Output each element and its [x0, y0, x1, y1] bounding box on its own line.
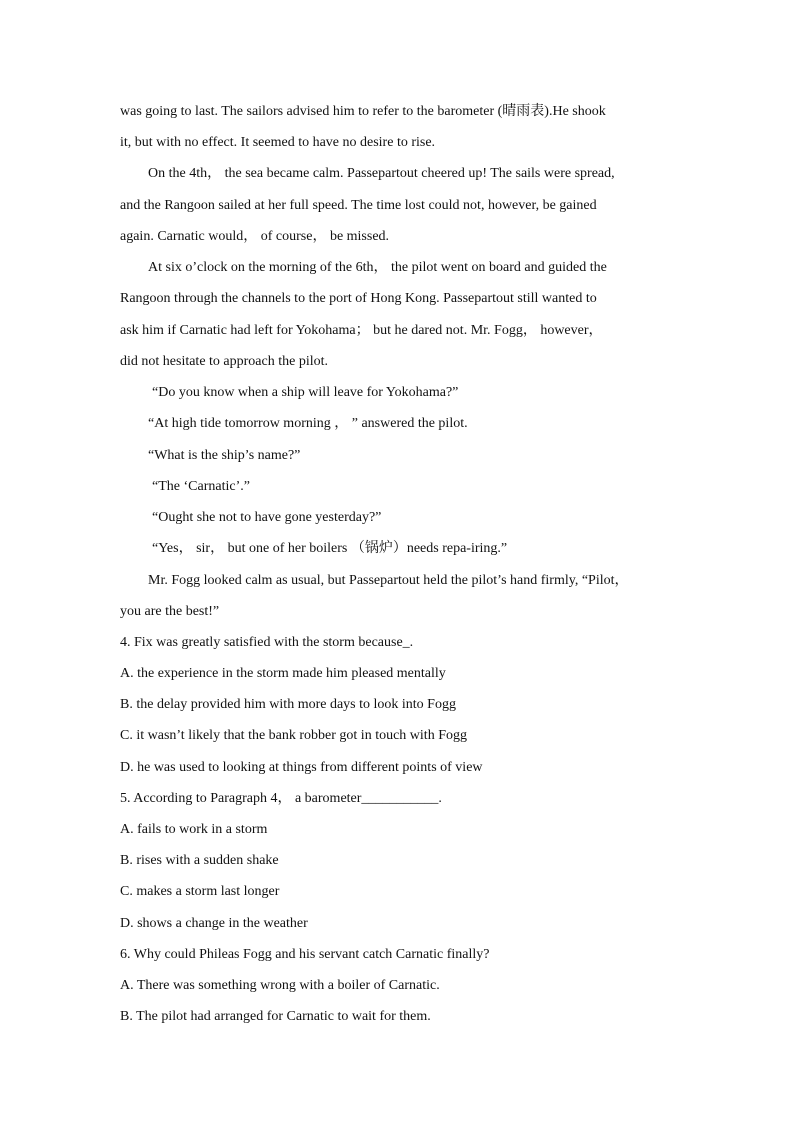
question-stem-end: .	[438, 791, 442, 806]
passage-line: again. Carnatic would， of course， be missed.	[120, 229, 390, 244]
question-stem: 4. Fix was greatly satisfied with the storm because_.	[120, 635, 414, 650]
answer-option: A. There was something wrong with a boiler of Carnatic.	[120, 978, 440, 993]
answer-option: B. the delay provided him with more days to look into Fogg	[120, 697, 456, 712]
passage-line: On the 4th， the sea became calm. Passepartout cheered up! The sails were spread,	[148, 166, 615, 181]
dialogue-line: “Yes， sir， but one of her boilers （锅炉）needs repa-iring.”	[152, 541, 508, 556]
passage-line: Mr. Fogg looked calm as usual, but Passepartout held the pilot’s hand firmly, “Pilot，	[148, 573, 629, 588]
dialogue-line: “What is the ship’s name?”	[148, 448, 301, 463]
passage-line: Rangoon through the channels to the port of Hong Kong. Passepartout still wanted to	[120, 291, 597, 306]
question-stem	[120, 789, 680, 809]
answer-option: C. it wasn’t likely that the bank robber got in touch with Fogg	[120, 728, 467, 743]
answer-option: B. The pilot had arranged for Carnatic to wait for them.	[120, 1009, 431, 1024]
dialogue-line: “Ought she not to have gone yesterday?”	[152, 510, 382, 525]
answer-option: D. he was used to looking at things from different points of view	[120, 760, 483, 775]
passage-line: it, but with no effect. It seemed to have no desire to rise.	[120, 135, 436, 150]
passage-line: did not hesitate to approach the pilot.	[120, 354, 329, 369]
passage-line: you are the best!”	[120, 604, 220, 619]
answer-option: A. fails to work in a storm	[120, 822, 268, 837]
passage-line: ask him if Carnatic had left for Yokohama； but he dared not. Mr. Fogg， however，	[120, 323, 603, 338]
answer-option: D. shows a change in the weather	[120, 916, 308, 931]
dialogue-line: “At high tide tomorrow morning ， ” answered the pilot.	[148, 416, 468, 431]
answer-option: A. the experience in the storm made him pleased mentally	[120, 666, 446, 681]
passage-line: was going to last. The sailors advised him to refer to the barometer (晴雨表).He shook	[120, 104, 606, 119]
answer-option: B. rises with a sudden shake	[120, 853, 279, 868]
question-stem: 6. Why could Phileas Fogg and his servant catch Carnatic finally?	[120, 947, 490, 962]
passage-line: At six o’clock on the morning of the 6th， the pilot went on board and guided the	[148, 260, 607, 275]
dialogue-line: “The ‘Carnatic’.”	[152, 479, 250, 494]
question-stem-text: 5. According to Paragraph 4， a barometer	[120, 791, 362, 806]
passage-line: and the Rangoon sailed at her full speed. The time lost could not, however, be gained	[120, 198, 597, 213]
answer-blank: ___________	[361, 791, 439, 806]
answer-option: C. makes a storm last longer	[120, 884, 280, 899]
dialogue-line: “Do you know when a ship will leave for Yokohama?”	[152, 385, 459, 400]
